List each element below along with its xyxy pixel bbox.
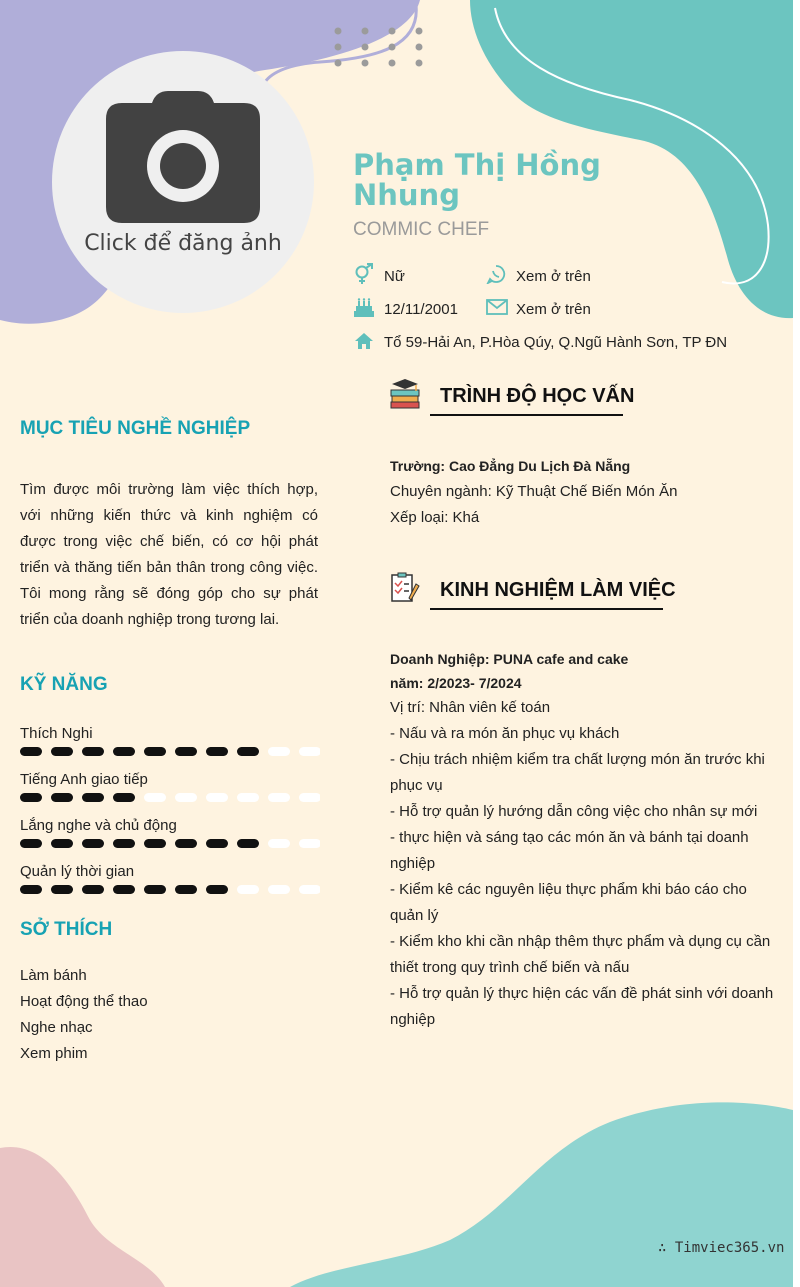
experience-position: Vị trí: Nhân viên kế toán — [390, 699, 551, 716]
birthday-value: 12/11/2001 — [384, 301, 458, 318]
skill-segment-filled — [51, 793, 73, 802]
skill-segment-empty — [268, 793, 290, 802]
experience-duty: - Kiểm kê các nguyên liệu thực phẩm khi báo cáo cho quản lý — [390, 881, 747, 924]
skill-segment-filled — [51, 885, 73, 894]
teal-bottom-blob — [290, 1102, 793, 1287]
education-underline — [430, 414, 623, 416]
skill-segment-empty — [299, 747, 320, 756]
education-block — [390, 453, 775, 531]
skill-name: Tiếng Anh giao tiếp — [20, 771, 148, 788]
skill-segment-empty — [268, 747, 290, 756]
skill-segment-empty — [144, 793, 166, 802]
skill-segment-filled — [82, 839, 104, 848]
skill-segment-filled — [82, 747, 104, 756]
skills-heading: KỸ NĂNG — [20, 674, 108, 695]
gender-value: Nữ — [384, 268, 405, 285]
whatsapp-icon — [486, 264, 506, 284]
skill-segment-empty — [268, 885, 290, 894]
cake-icon — [353, 298, 375, 318]
skill-segment-filled — [175, 839, 197, 848]
skill-segment-filled — [20, 839, 42, 848]
skill-segment-filled — [144, 885, 166, 894]
skill-segment-filled — [113, 793, 135, 802]
avatar-upload[interactable] — [52, 51, 314, 313]
skill-segment-filled — [237, 747, 259, 756]
experience-period: năm: 2/2023- 7/2024 — [390, 675, 522, 691]
phone-value: Xem ở trên — [516, 268, 591, 285]
skill-segment-filled — [175, 747, 197, 756]
skill-segment-empty — [206, 793, 228, 802]
skill-segment-empty — [299, 885, 320, 894]
skill-name: Thích Nghi — [20, 725, 93, 742]
experience-company: Doanh Nghiệp: PUNA cafe and cake — [390, 651, 629, 667]
hobby-item: Hoạt động thể thao — [20, 993, 148, 1010]
skill-level-bar — [20, 839, 320, 848]
camera-icon — [104, 89, 262, 225]
skill-segment-filled — [175, 885, 197, 894]
experience-underline — [430, 608, 663, 610]
skill-segment-filled — [20, 747, 42, 756]
skill-segment-empty — [268, 839, 290, 848]
skill-level-bar — [20, 885, 320, 894]
skill-segment-filled — [51, 839, 73, 848]
skill-segment-filled — [237, 839, 259, 848]
skill-segment-filled — [144, 839, 166, 848]
graduation-books-icon — [389, 378, 421, 410]
skill-segment-empty — [237, 793, 259, 802]
education-school: Trường: Cao Đẳng Du Lịch Đà Nẵng — [390, 458, 631, 474]
skill-segment-filled — [20, 793, 42, 802]
job-title: COMMIC CHEF — [353, 219, 490, 240]
experience-heading: KINH NGHIỆM LÀM VIỆC — [440, 579, 676, 601]
skill-segment-empty — [237, 885, 259, 894]
hobby-item: Xem phim — [20, 1045, 88, 1062]
education-major: Chuyên ngành: Kỹ Thuật Chế Biến Món Ăn — [390, 483, 678, 500]
education-grade: Xếp loại: Khá — [390, 509, 480, 526]
objective-heading: MỤC TIÊU NGHỀ NGHIỆP — [20, 418, 251, 439]
experience-duty: - Hỗ trợ quản lý thực hiện các vấn đề phát sinh với doanh nghiệp — [390, 985, 774, 1028]
skill-segment-empty — [175, 793, 197, 802]
hobby-item: Nghe nhạc — [20, 1019, 93, 1036]
skill-segment-filled — [20, 885, 42, 894]
skill-segment-filled — [82, 885, 104, 894]
skill-name: Quản lý thời gian — [20, 863, 135, 880]
education-heading: TRÌNH ĐỘ HỌC VẤN — [440, 385, 635, 407]
experience-duty: - Chịu trách nhiệm kiểm tra chất lượng món ăn trước khi phục vụ — [390, 751, 765, 794]
skill-segment-filled — [113, 885, 135, 894]
skill-name: Lắng nghe và chủ động — [20, 817, 177, 834]
hobbies-heading: SỞ THÍCH — [20, 919, 113, 940]
skill-segment-filled — [82, 793, 104, 802]
email-value: Xem ở trên — [516, 301, 591, 318]
skill-segment-filled — [51, 747, 73, 756]
hobby-item: Làm bánh — [20, 967, 87, 984]
skill-segment-filled — [206, 747, 228, 756]
objective-text: Tìm được môi trường làm việc thích hợp, với những kiến thức và kinh nghiệm có được trong việc chế biến, có cơ hội phát triển và thăng tiến bản thân trong công việc. Tôi mong rằng sẽ đóng góp cho sự phát triển của doanh nghiệp trong tương lai. — [20, 481, 318, 628]
experience-duty: - Nấu và ra món ăn phục vụ khách — [390, 725, 620, 742]
photo-hint: Click để đăng ảnh — [84, 231, 282, 256]
work-checklist-icon — [389, 572, 421, 604]
skill-level-bar — [20, 793, 320, 802]
gender-icon — [354, 263, 374, 285]
pink-blob — [0, 1147, 165, 1287]
skill-level-bar — [20, 747, 320, 756]
skill-segment-empty — [299, 839, 320, 848]
experience-block — [390, 647, 775, 1033]
skill-segment-filled — [206, 839, 228, 848]
skill-segment-filled — [113, 747, 135, 756]
skill-segment-empty — [299, 793, 320, 802]
address-value: Tổ 59-Hải An, P.Hòa Qúy, Q.Ngũ Hành Sơn, TP ĐN — [384, 334, 728, 351]
watermark: ∴ Timviec365.vn — [658, 1240, 785, 1256]
experience-duty: - thực hiện và sáng tạo các món ăn và bánh tại doanh nghiệp — [390, 829, 749, 872]
skill-segment-filled — [144, 747, 166, 756]
skill-segment-filled — [113, 839, 135, 848]
email-icon — [486, 299, 508, 315]
skill-segment-filled — [206, 885, 228, 894]
experience-duty: - Kiểm kho khi cần nhập thêm thực phẩm và dụng cụ cần thiết trong quy trình chế biến và nấu — [390, 933, 771, 976]
experience-duty: - Hỗ trợ quản lý hướng dẫn công việc cho nhân sự mới — [390, 803, 758, 820]
candidate-name: Phạm Thị Hồng Nhung — [353, 148, 601, 212]
home-icon — [354, 332, 374, 350]
